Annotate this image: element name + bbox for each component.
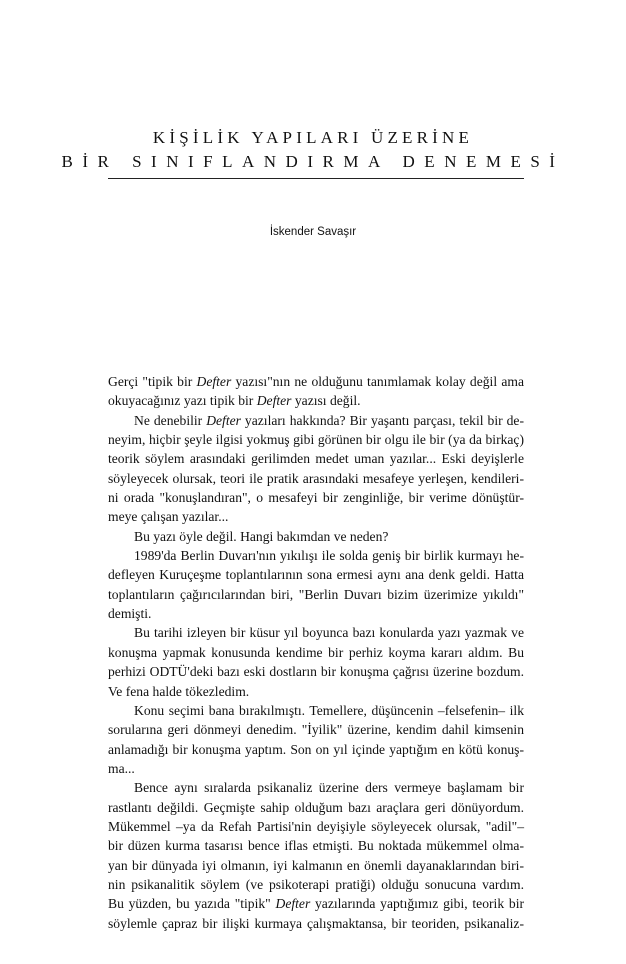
paragraph-line: toplantıların çağırıcılarından biri, "Berlin Duvarı bizim üzerimize yıkıldı"	[108, 586, 524, 602]
paragraph-line: defleyen Kuruçeşme toplantılarının sona ermesi aynı ana denk geldi. Hatta	[108, 567, 524, 583]
paragraph-line: meye çalışan yazılar...	[108, 509, 229, 525]
paragraph-line: konuşma yapmak konusunda kendime bir perhiz koyma kararı aldım. Bu	[108, 644, 524, 660]
paragraph-line: Ne denebilir Defter yazıları hakkında? Bir yaşantı parçası, tekil bir de-	[134, 412, 524, 428]
italic-term: Defter	[196, 374, 232, 389]
italic-term: Defter	[256, 393, 292, 409]
paragraph-line: Gerçi "tipik bir Defter yazısı"nın ne olduğunu tanımlamak kolay değil ama	[108, 374, 524, 389]
paragraph-line: okuyacağınız yazı tipik bir Defter yazısı değil.	[108, 393, 361, 409]
paragraph-line: Bence aynı sıralarda psikanaliz üzerine ders vermeye başlamam bir	[134, 780, 524, 796]
paragraph-line: neyim, hiçbir şeyle ilgisi yokmuş gibi görünen bir olgu ile bir (ya da birkaç)	[108, 432, 524, 448]
paragraph-line: ni orada "konuşlandıran", o mesafeyi bir zenginliğe, bir verime dönüştür-	[108, 490, 524, 506]
paragraph-line: sorularına geri dönmeyi denedim. "İyilik" üzerine, kendim dahil kimsenin	[108, 722, 524, 738]
paragraph-line: Konu seçimi bana bırakılmıştı. Temellere, düşüncenin –felsefenin– ilk	[134, 702, 524, 718]
paragraph-line: söyleyecek olursak, teori ile pratik arasındaki mesafeye yerleşen, kendileri-	[108, 470, 524, 486]
paragraph-line: anlamadığı bir konuşma yaptım. Son on yıl içinde yaptığım en kötü konuş-	[108, 741, 524, 757]
paragraph-line: demişti.	[108, 606, 152, 622]
italic-term: Defter	[206, 412, 241, 428]
author-name: İskender Savaşır	[269, 226, 357, 238]
article-title-line-1: KİŞİLİK YAPILARI ÜZERİNE	[152, 128, 474, 147]
paragraph-line: ma...	[108, 760, 135, 776]
paragraph-line: perhizi ODTÜ'deki bazı eski dostların bir konuşma çağrısı üzerine bozdum.	[108, 664, 524, 680]
paragraph-line: Ve fena halde tökezledim.	[108, 683, 250, 699]
paragraph-line: rastlantı değildi. Geçmişte sahip olduğum bazı araçlara geri dönüyordum.	[108, 799, 524, 815]
paragraph-line: yan bir dünyada iyi olmanın, iyi kalmanın en önemli dayanaklarından biri-	[108, 857, 524, 873]
italic-term: Defter	[275, 896, 311, 912]
paragraph-line: 1989'da Berlin Duvarı'nın yıkılışı ile solda geniş bir birlik kurmayı he-	[134, 548, 524, 564]
paragraph-line: Bu tarihi izleyen bir küsur yıl boyunca bazı konularda yazı yazmak ve	[134, 625, 524, 641]
paragraph-line: nin psikanalitik söylem (ve psikoterapi pratiği) olduğu sonucuna vardım.	[108, 876, 524, 892]
paragraph-line: Bu yüzden, bu yazıda "tipik" Defter yazılarında yaptığımız gibi, teorik bir	[108, 896, 524, 912]
paragraph-line: teorik söylem arasındaki gerilimden medet uman yazılar... Eski deyişlerle	[108, 451, 524, 467]
title-divider	[108, 178, 524, 179]
article-title-line-2: BİR SINIFLANDIRMA DENEMESİ	[61, 152, 565, 171]
article-body	[108, 372, 524, 933]
paragraph-line: söylemle çapraz bir ilişki kurmaya çalışmaktansa, bir teoriden, psikanaliz-	[108, 915, 524, 931]
paragraph-line: bir düzen kurma tasarısı bence iflas etmişti. Bu noktada mükemmel olma-	[108, 838, 524, 854]
paragraph-line: Bu yazı öyle değil. Hangi bakımdan ve neden?	[134, 528, 389, 544]
paragraph-line: Mükemmel –ya da Refah Partisi'nin deyişiyle söyleyecek olursak, "adil"–	[108, 818, 524, 834]
